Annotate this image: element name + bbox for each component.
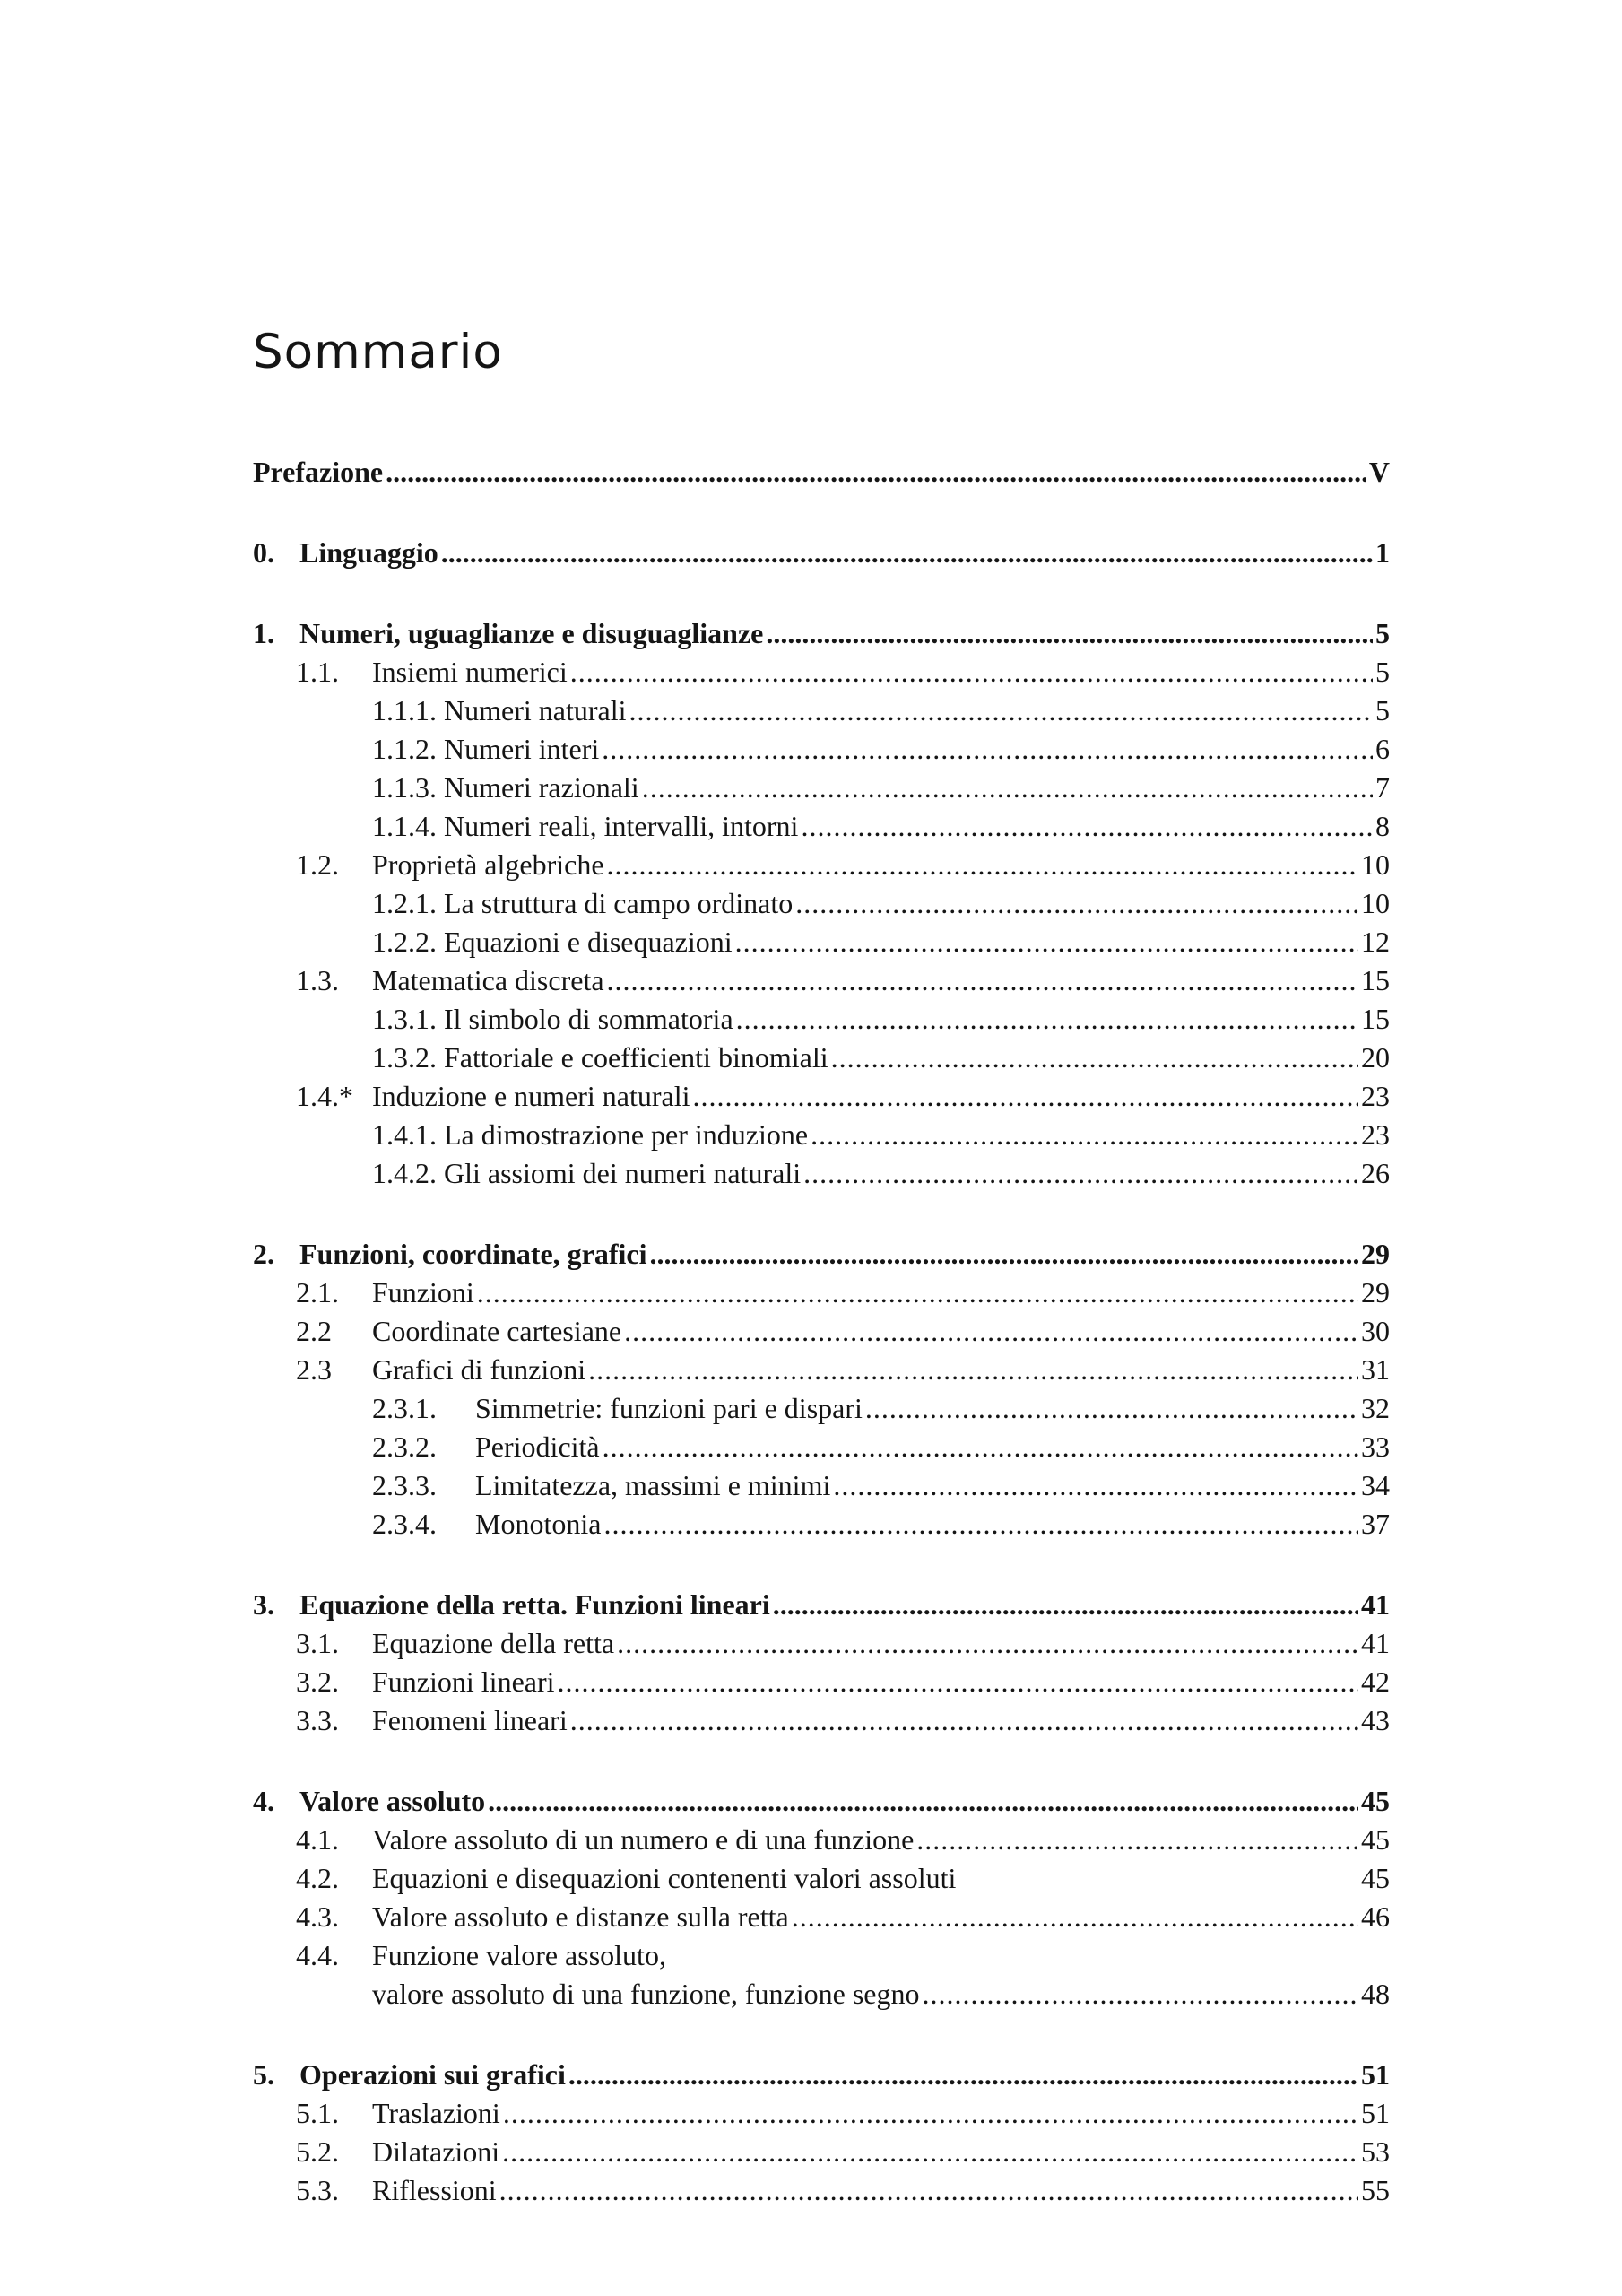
dot-leader bbox=[477, 1274, 1358, 1312]
toc-entry-number: 3.3. bbox=[296, 1704, 339, 1736]
toc-entry-number: 2.3.2. bbox=[372, 1431, 437, 1463]
toc-entry-number: 2.1. bbox=[296, 1276, 339, 1309]
toc-entry-title: Valore assoluto bbox=[299, 1785, 486, 1817]
toc-entry-page: 29 bbox=[1361, 1276, 1390, 1309]
toc-entry-number: 1.4.1. bbox=[372, 1118, 437, 1151]
dot-leader bbox=[916, 1821, 1358, 1859]
toc-entry-section[interactable] bbox=[253, 1663, 1390, 1701]
toc-entry-subsection[interactable] bbox=[253, 1154, 1390, 1193]
toc-entry-title: Equazioni e disequazioni contenenti valori assoluti bbox=[372, 1862, 957, 1894]
toc-entry-chapter-5[interactable] bbox=[253, 2056, 1390, 2094]
toc-entry-section[interactable] bbox=[253, 961, 1390, 1000]
toc-entry-number: 5.1. bbox=[296, 2097, 339, 2129]
dot-leader bbox=[650, 1235, 1358, 1274]
dot-leader bbox=[602, 730, 1373, 769]
toc-entry-title: Numeri reali, intervalli, intorni bbox=[444, 810, 799, 842]
toc-entry-title: Il simbolo di sommatoria bbox=[444, 1003, 733, 1035]
toc-entry-number: 1. bbox=[253, 617, 274, 649]
toc-entry-prefazione[interactable] bbox=[253, 453, 1390, 491]
dot-leader bbox=[801, 807, 1373, 846]
toc-entry-title: Insiemi numerici bbox=[372, 656, 568, 688]
dot-leader bbox=[607, 961, 1358, 1000]
toc-entry-title: Equazioni e disequazioni bbox=[444, 926, 733, 958]
toc-entry-section[interactable] bbox=[253, 2171, 1390, 2210]
dot-leader bbox=[795, 884, 1358, 923]
toc-entry-page: 5 bbox=[1375, 656, 1390, 688]
toc-entry-section[interactable] bbox=[253, 1351, 1390, 1389]
toc-entry-subsection[interactable] bbox=[253, 769, 1390, 807]
toc-entry-title: Valore assoluto di un numero e di una funzione bbox=[372, 1823, 915, 1856]
toc-entry-number: 1.1.4. bbox=[372, 810, 437, 842]
toc-entry-page: V bbox=[1368, 456, 1390, 488]
toc-entry-title: Prefazione bbox=[253, 456, 384, 488]
toc-entry-page: 33 bbox=[1361, 1431, 1390, 1463]
toc-entry-subsection[interactable] bbox=[253, 1389, 1390, 1428]
toc-entry-number: 1.3.1. bbox=[372, 1003, 437, 1035]
toc-entry-title: Funzioni lineari bbox=[372, 1665, 555, 1698]
toc-entry-page: 53 bbox=[1361, 2135, 1390, 2168]
toc-entry-number: 1.3.2. bbox=[372, 1041, 437, 1074]
toc-entry-continuation[interactable] bbox=[253, 1975, 1390, 2013]
toc-entry-title: Equazione della retta bbox=[372, 1627, 615, 1659]
toc-entry-title: Matematica discreta bbox=[372, 964, 604, 996]
toc-entry-chapter-0[interactable] bbox=[253, 534, 1390, 572]
toc-entry-number: 2.3.3. bbox=[372, 1469, 437, 1501]
dot-leader bbox=[642, 769, 1373, 807]
toc-entry-title: Fenomeni lineari bbox=[372, 1704, 568, 1736]
toc-entry-number: 4. bbox=[253, 1785, 274, 1817]
toc-entry-section[interactable] bbox=[253, 1077, 1390, 1116]
toc-entry-page: 45 bbox=[1361, 1785, 1390, 1817]
toc-entry-number: 2.2 bbox=[296, 1315, 332, 1347]
toc-entry-title: Periodicità bbox=[475, 1431, 600, 1463]
toc-entry-number: 1.4.2. bbox=[372, 1157, 437, 1189]
toc-entry-title: Numeri razionali bbox=[444, 771, 639, 804]
dot-leader bbox=[570, 653, 1373, 691]
toc-entry-number: 1.1. bbox=[296, 656, 339, 688]
table-of-contents bbox=[253, 453, 1390, 2210]
toc-entry-page: 23 bbox=[1361, 1080, 1390, 1112]
toc-entry-page: 8 bbox=[1375, 810, 1390, 842]
dot-leader bbox=[603, 1428, 1358, 1466]
toc-entry-number: 3. bbox=[253, 1588, 274, 1621]
toc-entry-title: Traslazioni bbox=[372, 2097, 500, 2129]
toc-entry-section[interactable] bbox=[253, 2133, 1390, 2171]
dot-leader bbox=[831, 1039, 1358, 1077]
toc-entry-number: 5. bbox=[253, 2058, 274, 2091]
toc-entry-section[interactable] bbox=[253, 653, 1390, 691]
dot-leader bbox=[865, 1389, 1358, 1428]
toc-entry-number: 3.2. bbox=[296, 1665, 339, 1698]
toc-entry-chapter-2[interactable] bbox=[253, 1235, 1390, 1274]
toc-entry-title: Fattoriale e coefficienti binomiali bbox=[444, 1041, 828, 1074]
toc-entry-title: Grafici di funzioni bbox=[372, 1353, 586, 1386]
dot-leader bbox=[441, 534, 1373, 572]
toc-entry-title: Linguaggio bbox=[299, 536, 438, 569]
dot-leader bbox=[502, 2133, 1358, 2171]
toc-entry-page: 43 bbox=[1361, 1704, 1390, 1736]
dot-leader bbox=[386, 453, 1366, 491]
toc-entry-number: 4.3. bbox=[296, 1900, 339, 1933]
toc-entry-number: 2.3.1. bbox=[372, 1392, 437, 1424]
toc-entry-section[interactable] bbox=[253, 1274, 1390, 1312]
toc-entry-page: 37 bbox=[1361, 1508, 1390, 1540]
toc-entry-page: 41 bbox=[1361, 1627, 1390, 1659]
toc-entry-number: 2.3 bbox=[296, 1353, 332, 1386]
dot-leader bbox=[693, 1077, 1358, 1116]
toc-entry-page: 29 bbox=[1361, 1238, 1390, 1270]
dot-leader bbox=[607, 846, 1358, 884]
toc-entry-title: Induzione e numeri naturali bbox=[372, 1080, 690, 1112]
toc-entry-title: Funzioni bbox=[372, 1276, 474, 1309]
toc-entry-page: 20 bbox=[1361, 1041, 1390, 1074]
toc-entry-number: 1.3. bbox=[296, 964, 339, 996]
toc-entry-title: Simmetrie: funzioni pari e dispari bbox=[475, 1392, 863, 1424]
toc-entry-page: 5 bbox=[1375, 617, 1390, 649]
toc-entry-title: Coordinate cartesiane bbox=[372, 1315, 622, 1347]
toc-entry-page: 1 bbox=[1375, 536, 1390, 569]
toc-entry-title: Monotonia bbox=[475, 1508, 602, 1540]
toc-entry-section[interactable] bbox=[253, 1898, 1390, 1936]
toc-entry-subsection[interactable] bbox=[253, 807, 1390, 846]
toc-entry-page: 45 bbox=[1361, 1862, 1390, 1894]
toc-entry-page: 46 bbox=[1361, 1900, 1390, 1933]
toc-entry-page: 5 bbox=[1375, 694, 1390, 726]
dot-leader bbox=[499, 2171, 1358, 2210]
toc-entry-subsection[interactable] bbox=[253, 691, 1390, 730]
toc-entry-title: Gli assiomi dei numeri naturali bbox=[444, 1157, 802, 1189]
toc-entry-number: 1.1.1. bbox=[372, 694, 437, 726]
toc-entry-number: 1.1.2. bbox=[372, 733, 437, 765]
dot-leader bbox=[570, 1701, 1358, 1740]
toc-entry-page: 15 bbox=[1361, 1003, 1390, 1035]
toc-entry-page: 10 bbox=[1361, 887, 1390, 919]
toc-entry-title: Proprietà algebriche bbox=[372, 848, 604, 881]
toc-entry-number: 1.2. bbox=[296, 848, 339, 881]
toc-entry-title-continuation: valore assoluto di una funzione, funzione segno bbox=[372, 1978, 920, 2010]
toc-entry-page: 55 bbox=[1361, 2174, 1390, 2206]
toc-entry-section[interactable] bbox=[253, 1821, 1390, 1859]
toc-entry-page: 34 bbox=[1361, 1469, 1390, 1501]
toc-entry-number: 0. bbox=[253, 536, 274, 569]
toc-entry-number: 2.3.4. bbox=[372, 1508, 437, 1540]
toc-entry-subsection[interactable] bbox=[253, 1466, 1390, 1505]
dot-leader bbox=[811, 1116, 1358, 1154]
toc-entry-number: 3.1. bbox=[296, 1627, 339, 1659]
toc-entry-title: Valore assoluto e distanze sulla retta bbox=[372, 1900, 789, 1933]
toc-entry-number: 4.4. bbox=[296, 1939, 339, 1971]
dot-leader bbox=[603, 1505, 1358, 1544]
toc-entry-title: Numeri naturali bbox=[444, 694, 627, 726]
toc-entry-title: Funzione valore assoluto, bbox=[372, 1939, 666, 1971]
toc-entry-title: Dilatazioni bbox=[372, 2135, 500, 2168]
toc-entry-subsection[interactable] bbox=[253, 1428, 1390, 1466]
toc-entry-section[interactable] bbox=[253, 1859, 1390, 1898]
toc-entry-subsection[interactable] bbox=[253, 884, 1390, 923]
dot-leader bbox=[488, 1782, 1358, 1821]
toc-entry-page: 7 bbox=[1375, 771, 1390, 804]
toc-entry-page: 48 bbox=[1361, 1978, 1390, 2010]
dot-leader bbox=[503, 2094, 1358, 2133]
toc-entry-title: Numeri interi bbox=[444, 733, 600, 765]
toc-entry-section[interactable] bbox=[253, 1624, 1390, 1663]
dot-leader bbox=[923, 1975, 1359, 2013]
toc-entry-page: 51 bbox=[1361, 2058, 1390, 2091]
dot-leader bbox=[833, 1466, 1358, 1505]
toc-entry-page: 32 bbox=[1361, 1392, 1390, 1424]
dot-leader bbox=[624, 1312, 1358, 1351]
toc-entry-number: 5.2. bbox=[296, 2135, 339, 2168]
toc-entry-page: 6 bbox=[1375, 733, 1390, 765]
toc-entry-page: 41 bbox=[1361, 1588, 1390, 1621]
toc-entry-page: 30 bbox=[1361, 1315, 1390, 1347]
dot-leader bbox=[773, 1586, 1358, 1624]
toc-entry-number: 5.3. bbox=[296, 2174, 339, 2206]
toc-entry-title: Riflessioni bbox=[372, 2174, 497, 2206]
toc-entry-section[interactable] bbox=[253, 846, 1390, 884]
dot-leader bbox=[766, 614, 1373, 653]
toc-entry-chapter-3[interactable] bbox=[253, 1586, 1390, 1624]
dot-leader bbox=[588, 1351, 1358, 1389]
dot-leader bbox=[792, 1898, 1358, 1936]
toc-entry-number: 1.4.* bbox=[296, 1080, 353, 1112]
dot-leader bbox=[736, 1000, 1358, 1039]
toc-entry-title: La struttura di campo ordinato bbox=[444, 887, 794, 919]
toc-entry-subsection[interactable] bbox=[253, 730, 1390, 769]
dot-leader bbox=[629, 691, 1373, 730]
toc-entry-subsection[interactable] bbox=[253, 923, 1390, 961]
toc-entry-subsection[interactable] bbox=[253, 1116, 1390, 1154]
page-title: Sommario bbox=[253, 325, 503, 379]
toc-entry-number: 1.1.3. bbox=[372, 771, 437, 804]
toc-entry-number: 4.2. bbox=[296, 1862, 339, 1894]
toc-entry-number: 1.2.1. bbox=[372, 887, 437, 919]
dot-leader bbox=[617, 1624, 1358, 1663]
toc-entry-title: Numeri, uguaglianze e disuguaglianze bbox=[299, 617, 764, 649]
toc-entry-title: La dimostrazione per induzione bbox=[444, 1118, 809, 1151]
toc-entry-page: 15 bbox=[1361, 964, 1390, 996]
toc-entry-title: Equazione della retta. Funzioni lineari bbox=[299, 1588, 770, 1621]
toc-entry-chapter-4[interactable] bbox=[253, 1782, 1390, 1821]
toc-entry-page: 31 bbox=[1361, 1353, 1390, 1386]
dot-leader bbox=[735, 923, 1358, 961]
toc-entry-subsection[interactable] bbox=[253, 1505, 1390, 1544]
toc-entry-number: 4.1. bbox=[296, 1823, 339, 1856]
toc-entry-subsection[interactable] bbox=[253, 1039, 1390, 1077]
dot-leader bbox=[558, 1663, 1358, 1701]
toc-entry-page: 12 bbox=[1361, 926, 1390, 958]
toc-entry-subsection[interactable] bbox=[253, 1000, 1390, 1039]
toc-entry-page: 45 bbox=[1361, 1823, 1390, 1856]
toc-entry-page: 42 bbox=[1361, 1665, 1390, 1698]
toc-entry-title: Funzioni, coordinate, grafici bbox=[299, 1238, 647, 1270]
toc-entry-title: Limitatezza, massimi e minimi bbox=[475, 1469, 831, 1501]
dot-leader bbox=[568, 2056, 1358, 2094]
toc-entry-section[interactable] bbox=[253, 1701, 1390, 1740]
toc-entry-number: 1.2.2. bbox=[372, 926, 437, 958]
toc-entry-page: 51 bbox=[1361, 2097, 1390, 2129]
toc-entry-page: 10 bbox=[1361, 848, 1390, 881]
toc-entry-title: Operazioni sui grafici bbox=[299, 2058, 566, 2091]
toc-entry-section[interactable] bbox=[253, 1312, 1390, 1351]
toc-entry-section[interactable] bbox=[253, 1936, 1390, 1975]
toc-entry-chapter-1[interactable] bbox=[253, 614, 1390, 653]
toc-entry-section[interactable] bbox=[253, 2094, 1390, 2133]
dot-leader bbox=[803, 1154, 1358, 1193]
toc-entry-number: 2. bbox=[253, 1238, 274, 1270]
toc-entry-page: 26 bbox=[1361, 1157, 1390, 1189]
toc-entry-page: 23 bbox=[1361, 1118, 1390, 1151]
